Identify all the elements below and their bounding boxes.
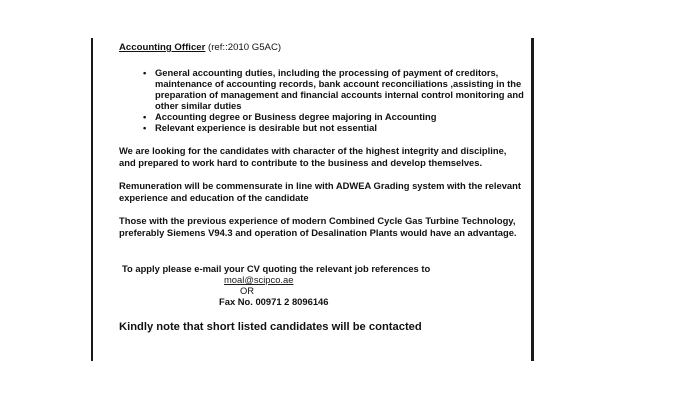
right-border-line [531,38,534,361]
fax-number: Fax No. 00971 2 8096146 [219,296,329,307]
candidate-character-paragraph: We are looking for the candidates with character of the highest integrity and discipline, and prepared to work hard to contribute to the business and develop themselves. [119,145,507,168]
closing-note: Kindly note that short listed candidates will be contacted [119,321,422,333]
remuneration-paragraph: Remuneration will be commensurate in line with ADWEA Grading system with the relevant experience and education of the candidate [119,180,521,203]
duty-text: General accounting duties, including the processing of payment of creditors, maintenance of accounting records, bank account reconciliations ,assisting in the preparation of management and financial accounts internal control monitoring and other similar duties [155,67,524,111]
apply-instruction: To apply please e-mail your CV quoting the relevant job references to [122,263,431,274]
list-item [119,122,524,133]
job-advertisement [119,42,524,334]
duty-text: Accounting degree or Business degree majoring in Accounting [155,111,437,122]
job-heading [119,42,524,54]
duties-list [119,67,524,133]
left-border-line [91,38,93,361]
bullet-icon: • [143,67,147,78]
duty-text: Relevant experience is desirable but not essential [155,122,377,133]
bullet-icon: • [143,122,147,133]
bullet-icon: • [143,111,147,122]
job-reference: (ref::2010 G5AC) [208,42,282,53]
list-item [119,67,524,111]
or-separator: OR [240,285,255,296]
experience-advantage-paragraph: Those with the previous experience of modern Combined Cycle Gas Turbine Technology, preferably Siemens V94.3 and operation of Desalination Plants would have an advantage. [119,215,517,238]
list-item [119,111,524,122]
email-link[interactable]: moal@scipco.ae [224,274,294,285]
application-instructions [119,263,524,307]
job-title: Accounting Officer [119,42,206,53]
